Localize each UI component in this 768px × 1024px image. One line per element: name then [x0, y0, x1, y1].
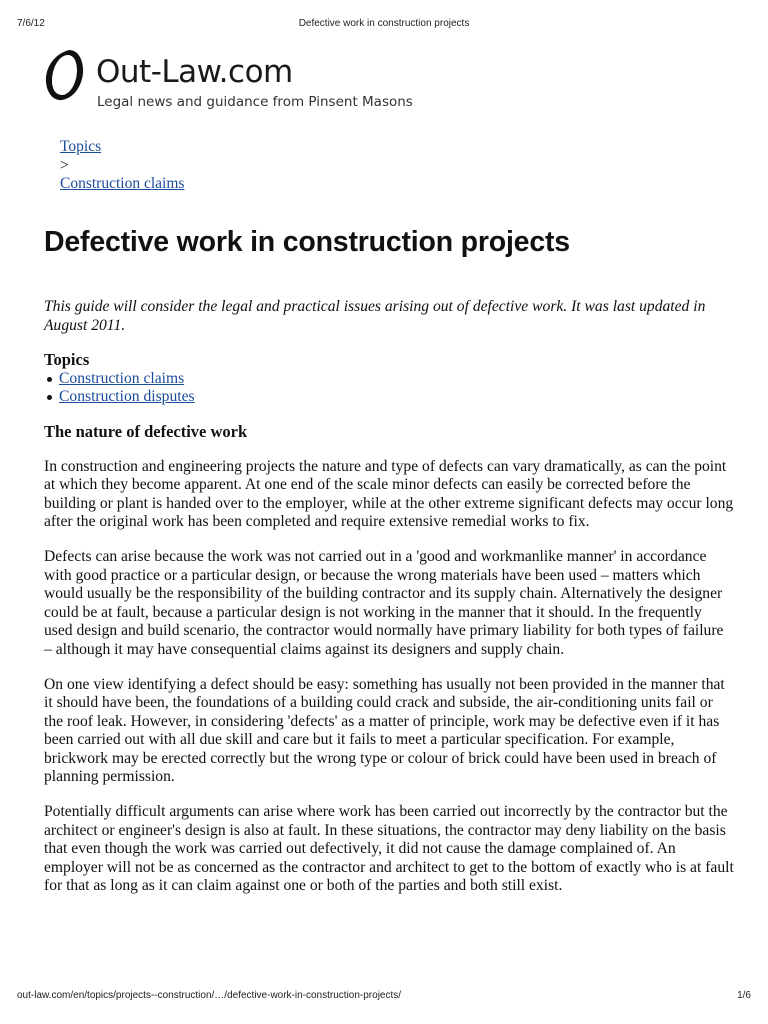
topics-heading: Topics: [44, 350, 90, 370]
logo-name: Out-Law.com: [96, 54, 293, 90]
print-header: [17, 18, 751, 32]
page-number: 1/6: [737, 990, 751, 1001]
breadcrumb-link-construction-claims[interactable]: Construction claims: [60, 175, 185, 192]
topic-link-construction-claims[interactable]: Construction claims: [59, 369, 185, 387]
section-heading: The nature of defective work: [44, 421, 248, 441]
paragraph: In construction and engineering projects the nature and type of defects can vary dramatically, as can the point at which they become apparent. At one end of the scale minor defects can easily be corrected before the building or plant is handed over to the employer, while at the other extreme significant defects may occur long after the original work has been completed and require extensive remedial works to fix.: [44, 457, 734, 531]
print-url: out-law.com/en/topics/projects--construction/…/defective-work-in-construction-projects/: [17, 990, 402, 1001]
print-date: 7/6/12: [17, 18, 45, 29]
paragraph: Potentially difficult arguments can arise where work has been carried out incorrectly by the contractor but the architect or engineer's design is also at fault. In these situations, the contractor may deny liability on the basis that even though the work was carried out defectively, it did not cause the damage complained of. An employer will not be as concerned as the contractor and architect to get to the bottom of exactly who is at fault for that as long as it can claim against one or both of the parties and both still exist.: [44, 803, 734, 895]
print-footer: [17, 990, 751, 1004]
breadcrumb-link-topics[interactable]: Topics: [60, 138, 102, 155]
article-body: [44, 298, 734, 912]
logo-tagline: Legal news and guidance from Pinsent Masons: [97, 94, 413, 110]
out-law-logo-icon: [42, 46, 88, 104]
site-logo[interactable]: [42, 44, 462, 116]
paragraph: On one view identifying a defect should be easy: something has usually not been provided in the manner that it should have been, the foundations of a building could crack and subside, the air-conditioning units fail or the roof leak. However, in considering 'defects' as a matter of principle, work may be defective even if it has been carried out with all due skill and care but it fails to meet a particular specification. For example, brickwork may be erected correctly but the wrong type or colour of brick could have been used in breach of planning permission.: [44, 675, 725, 786]
list-item: [59, 388, 734, 407]
breadcrumb: [60, 138, 184, 194]
breadcrumb-separator: >: [60, 156, 69, 174]
paragraph: Defects can arise because the work was not carried out in a 'good and workmanlike manner' in accordance with good practice or a particular design, or because the wrong materials have been used – matters which would usually be the responsibility of the building contractor and its supply chain. Alternatively the designer could be at fault, because a particular design is not working in the manner that it should. In the frequently used design and build scenario, the contractor would normally have primary liability for both types of failure – although it may have consequential claims against its designers and supply chain.: [44, 547, 724, 658]
topics-list: [44, 370, 734, 407]
article-intro: This guide will consider the legal and practical issues arising out of defective work. It was last updated in August 2011.: [44, 298, 706, 334]
print-document-title: Defective work in construction projects: [298, 18, 470, 29]
page-title: Defective work in construction projects: [44, 226, 570, 258]
topic-link-construction-disputes[interactable]: Construction disputes: [59, 388, 195, 406]
list-item: [59, 370, 734, 389]
